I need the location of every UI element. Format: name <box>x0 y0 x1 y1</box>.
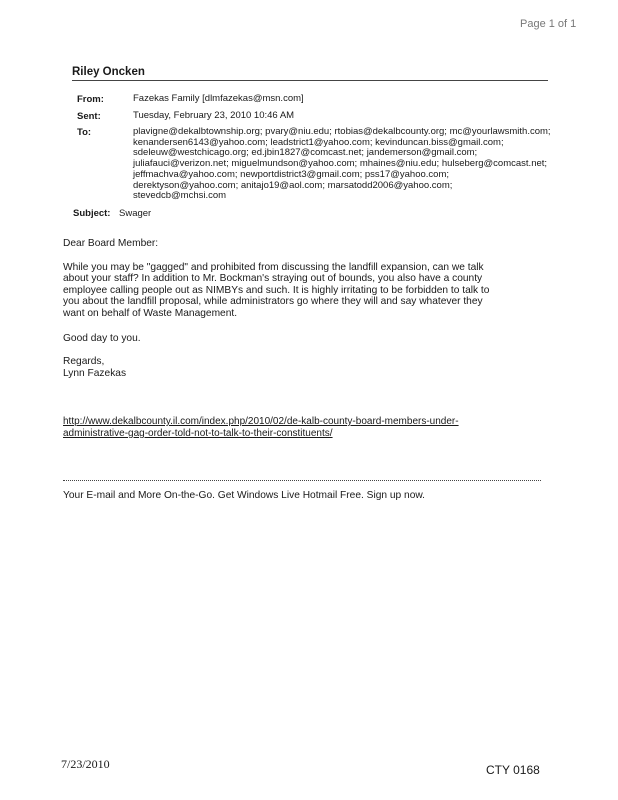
body-paragraph <box>63 262 583 319</box>
closing-line: Good day to you. <box>63 333 141 344</box>
document-id-stamp: CTY 0168 <box>486 763 540 777</box>
sent-label: Sent: <box>77 111 101 122</box>
recipient-line: jeffmachva@yahoo.com; newportdistrict3@gmail.com; pss17@yahoo.com; <box>133 168 450 180</box>
recipient-line: kenandersen6143@yahoo.com; leadstrict1@yahoo.com; kevinduncan.biss@gmail.com; <box>133 136 504 148</box>
recipient-line: juliafauci@verizon.net; miguelmundson@yahoo.com; mhaines@niu.edu; hulseberg@comcast.net; <box>133 158 548 170</box>
header-divider <box>72 80 548 81</box>
sent-value: Tuesday, February 23, 2010 10:46 AM <box>133 110 295 121</box>
signature: Lynn Fazekas <box>63 368 127 379</box>
link-line[interactable]: http://www.dekalbcounty.il.com/index.php/2010/02/de-kalb-county-board-members-under- <box>63 416 459 427</box>
recipient-line: plavigne@dekalbtownship.org; pvary@niu.edu; rtobias@dekalbcounty.org; mc@yourlawsmith.com; <box>133 126 551 137</box>
paragraph-line: about your staff? In addition to Mr. Bockman's straying out of bounds, you also have a county <box>63 273 483 285</box>
hotmail-footer-ad: Your E-mail and More On-the-Go. Get Windows Live Hotmail Free. Sign up now. <box>63 490 426 501</box>
paragraph-line: While you may be "gagged" and prohibited from discussing the landfill expansion, can we talk <box>63 262 484 273</box>
from-label: From: <box>77 94 104 105</box>
footer-divider <box>63 480 541 481</box>
sender-name: Riley Oncken <box>72 66 145 78</box>
greeting: Dear Board Member: <box>63 238 159 249</box>
to-label: To: <box>77 127 92 138</box>
recipient-line: stevedcb@mchsi.com <box>133 190 227 202</box>
recipient-line: derektyson@yahoo.com; anitajo19@aol.com; marsatodd2006@yahoo.com; <box>133 179 453 191</box>
scan-date-stamp: 7/23/2010 <box>61 757 110 771</box>
recipient-line: sdeleuw@westchicago.org; ed.jbin1827@comcast.net; jandemerson@gmail.com; <box>133 147 478 159</box>
page-number: Page 1 of 1 <box>520 18 577 30</box>
regards: Regards, <box>63 356 105 367</box>
from-value: Fazekas Family [dlmfazekas@msn.com] <box>133 93 304 104</box>
link-line[interactable]: administrative-gag-order-told-not-to-talk-to-their-constituents/ <box>63 428 333 439</box>
paragraph-line: employee calling people out as NIMBYs and such. It is highly irritating to be forbidden to talk to <box>63 284 490 296</box>
paragraph-line: want on behalf of Waste Management. <box>63 307 238 319</box>
subject-value: Swager <box>119 208 152 219</box>
paragraph-line: you about the landfill proposal, while administrators go where they will and say whatever they <box>63 296 483 308</box>
article-link[interactable] <box>63 416 459 440</box>
to-recipients <box>133 127 581 202</box>
subject-label: Subject: <box>73 208 111 219</box>
